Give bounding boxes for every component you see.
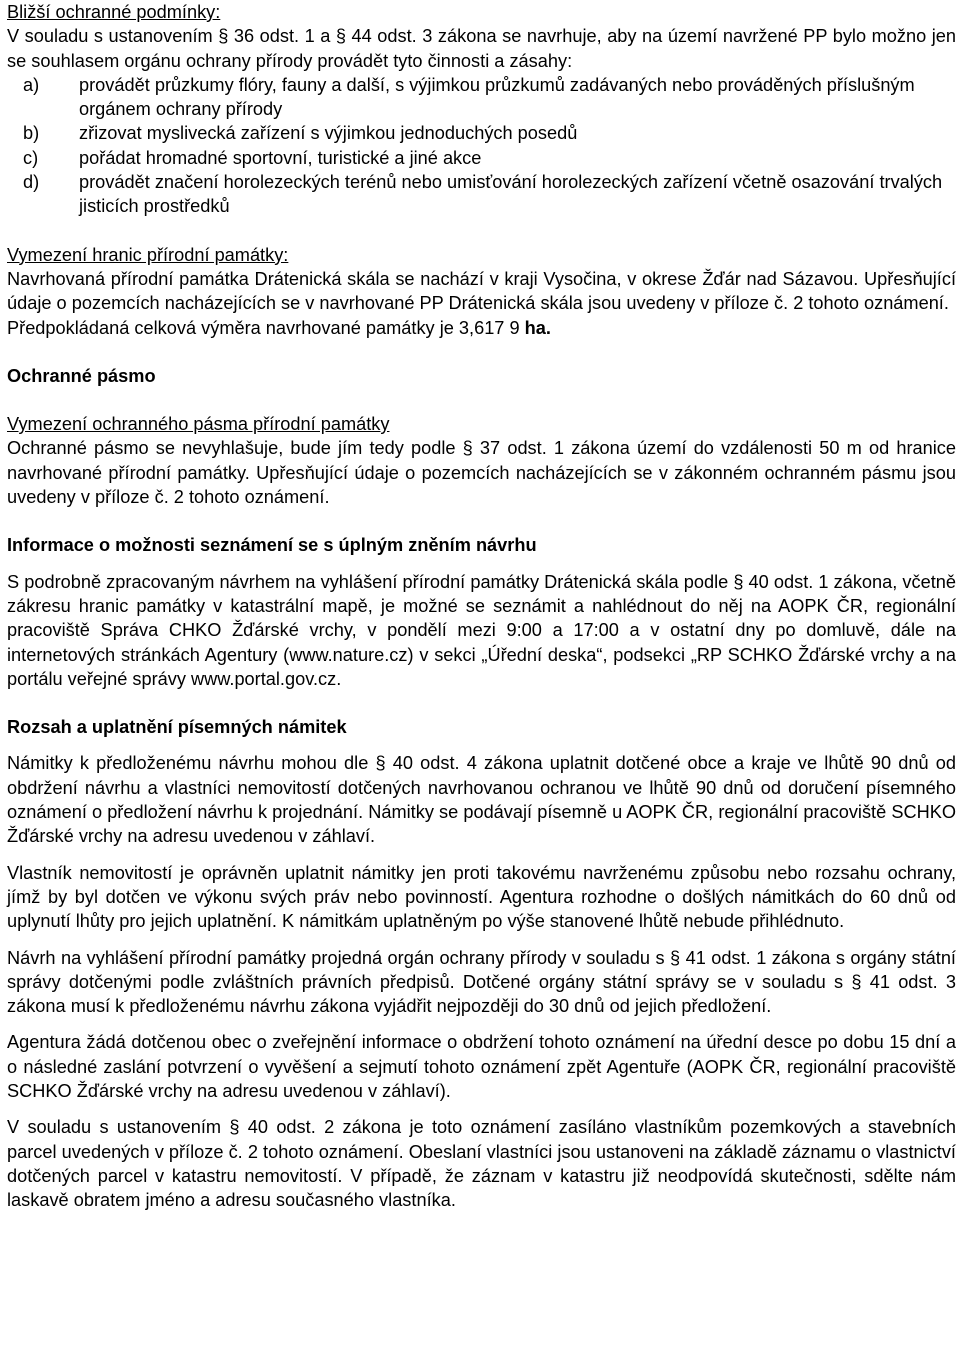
list-item-label: a) <box>23 74 40 95</box>
list-item <box>7 146 956 170</box>
document-page <box>7 0 956 1212</box>
info-title: Informace o možnosti seznámení se s úplným zněním návrhu <box>7 535 537 556</box>
hranice-heading: Vymezení hranic přírodní památky: <box>7 244 289 265</box>
namitky-paragraph-2: Vlastník nemovitostí je oprávněn uplatnit námitky jen proti takovému navrženému způsobu nebo rozsahu ochrany, jímž by byl dotčen ve výkonu svých práv nebo povinností. Agentura rozhodne o došlých námitkách do 60 dnů od uplynutí lhůty pro jejich uplatnění. K námitkám uplatněným po výše stanovené lhůtě nebude přihlédnuto. <box>7 862 956 932</box>
pasmo-paragraph: Ochranné pásmo se nevyhlašuje, bude jím tedy podle § 37 odst. 1 zákona území do vzdálenosti 50 m od hranice navrhované přírodní památky. Upřesňující údaje o pozemcích nacházejících se v zákonném ochranném pásmu jsou uvedeny v příloze č. 2 tohoto oznámení. <box>7 438 956 508</box>
list-item-label: c) <box>23 147 39 168</box>
bps-heading: Bližší ochranné podmínky: <box>7 2 221 22</box>
namitky-paragraph-1: Námitky k předloženému návrhu mohou dle § 40 odst. 4 zákona uplatnit dotčené obce a kraje ve lhůtě 90 dnů od obdržení návrhu a vlastníci nemovitostí dotčených navrhovanou ochranou ve lhůtě 90 dnů od doručení písemného oznámení o předložení návrhu k projednání. Námitky se podávají písemně u AOPK ČR, regionální pracoviště SCHKO Žďárské vrchy na adresu uvedenou v záhlaví. <box>7 753 956 847</box>
spacer <box>7 849 956 861</box>
namitky-paragraph-3: Návrh na vyhlášení přírodní památky projedná orgán ochrany přírody v souladu s § 41 odst. 1 zákona s orgány státní správy dotčenými podle zvláštních právních předpisů. Dotčené orgány státní správy se v souladu s § 41 odst. 3 zákona musí k předloženému návrhu zákona vyjádřit nejpozději do 30 dnů od jejich předložení. <box>7 947 956 1017</box>
spacer <box>7 388 956 412</box>
spacer <box>7 1018 956 1030</box>
spacer <box>7 509 956 533</box>
info-paragraph: S podrobně zpracovaným návrhem na vyhlášení přírodní památky Drátenická skála podle § 40 odst. 1 zákona, včetně zákresu hranic památky v katastrální mapě, je možné se seznámit a nahlédnout do něj na AOPK ČR, regionální pracoviště Správa CHKO Žďárské vrchy, v pondělí mezi 9:00 a 17:00 a v ostatní dny po domluvě, dále na internetových stránkách Agentury (www.nature.cz) v sekci „Úřední deska“, podsekci „RP SCHKO Žďárské vrchy a na portálu veřejné správy www.portal.gov.cz. <box>7 571 956 689</box>
hranice-area <box>7 316 956 340</box>
pasmo-title: Ochranné pásmo <box>7 365 156 386</box>
spacer <box>7 558 956 570</box>
spacer <box>7 739 956 751</box>
spacer <box>7 219 956 243</box>
list-item-text: pořádat hromadné sportovní, turistické a jiné akce <box>79 147 482 168</box>
namitky-title: Rozsah a uplatnění písemných námitek <box>7 717 347 738</box>
list-item-text: zřizovat myslivecká zařízení s výjimkou jednoduchých posedů <box>79 123 578 144</box>
spacer <box>7 340 956 364</box>
pasmo-subheading: Vymezení ochranného pásma přírodní památky <box>7 414 390 435</box>
hranice-area-unit: ha. <box>524 317 551 338</box>
spacer <box>7 934 956 946</box>
hranice-paragraph: Navrhovaná přírodní památka Drátenická skála se nachází v kraji Vysočina, v okrese Žďár nad Sázavou. Upřesňující údaje o pozemcích nacházejících se v navrhované PP Drátenická skála jsou uvedeny v příloze č. 2 tohoto oznámení. <box>7 268 956 314</box>
namitky-paragraph-5: V souladu s ustanovením § 40 odst. 2 zákona je toto oznámení zasíláno vlastníkům pozemkových a stavebních parcel uvedených v příloze č. 2 tohoto oznámení. Obeslaní vlastníci jsou ustanoveni na základě záznamu o vlastnictví dotčených parcel v katastru nemovitostí. V případě, že záznam v katastru již neodpovídá skutečnosti, sdělte nám laskavě obratem jméno a adresu současného vlastníka. <box>7 1117 956 1211</box>
list-item-text: provádět značení horolezeckých terénů nebo umisťování horolezeckých zařízení včetně osazování trvalých jisticích prostředků <box>79 172 943 217</box>
list-item <box>7 121 956 145</box>
bps-list <box>7 73 956 219</box>
spacer <box>7 691 956 715</box>
list-item <box>7 170 956 219</box>
list-item-text: provádět průzkumy flóry, fauny a další, s výjimkou průzkumů zadávaných nebo prováděných příslušným orgánem ochrany přírody <box>79 74 915 120</box>
list-item-label: b) <box>23 123 40 144</box>
namitky-paragraph-4: Agentura žádá dotčenou obec o zveřejnění informace o obdržení tohoto oznámení na úřední desce po dobu 15 dní a o následné zaslání potvrzení o vyvěšení a sejmutí tohoto oznámení zpět Agentuře (AOPK ČR, regionální pracoviště SCHKO Žďárské vrchy na adresu uvedenou v záhlaví). <box>7 1032 956 1101</box>
list-item <box>7 73 956 122</box>
spacer <box>7 1103 956 1115</box>
list-item-label: d) <box>23 172 40 193</box>
bps-intro: V souladu s ustanovením § 36 odst. 1 a § 44 odst. 3 zákona se navrhuje, aby na území navržené PP bylo možno jen se souhlasem orgánu ochrany přírody provádět tyto činnosti a zásahy: <box>7 26 956 71</box>
hranice-area-text: Předpokládaná celková výměra navrhované památky je 3,617 9 <box>7 317 525 338</box>
